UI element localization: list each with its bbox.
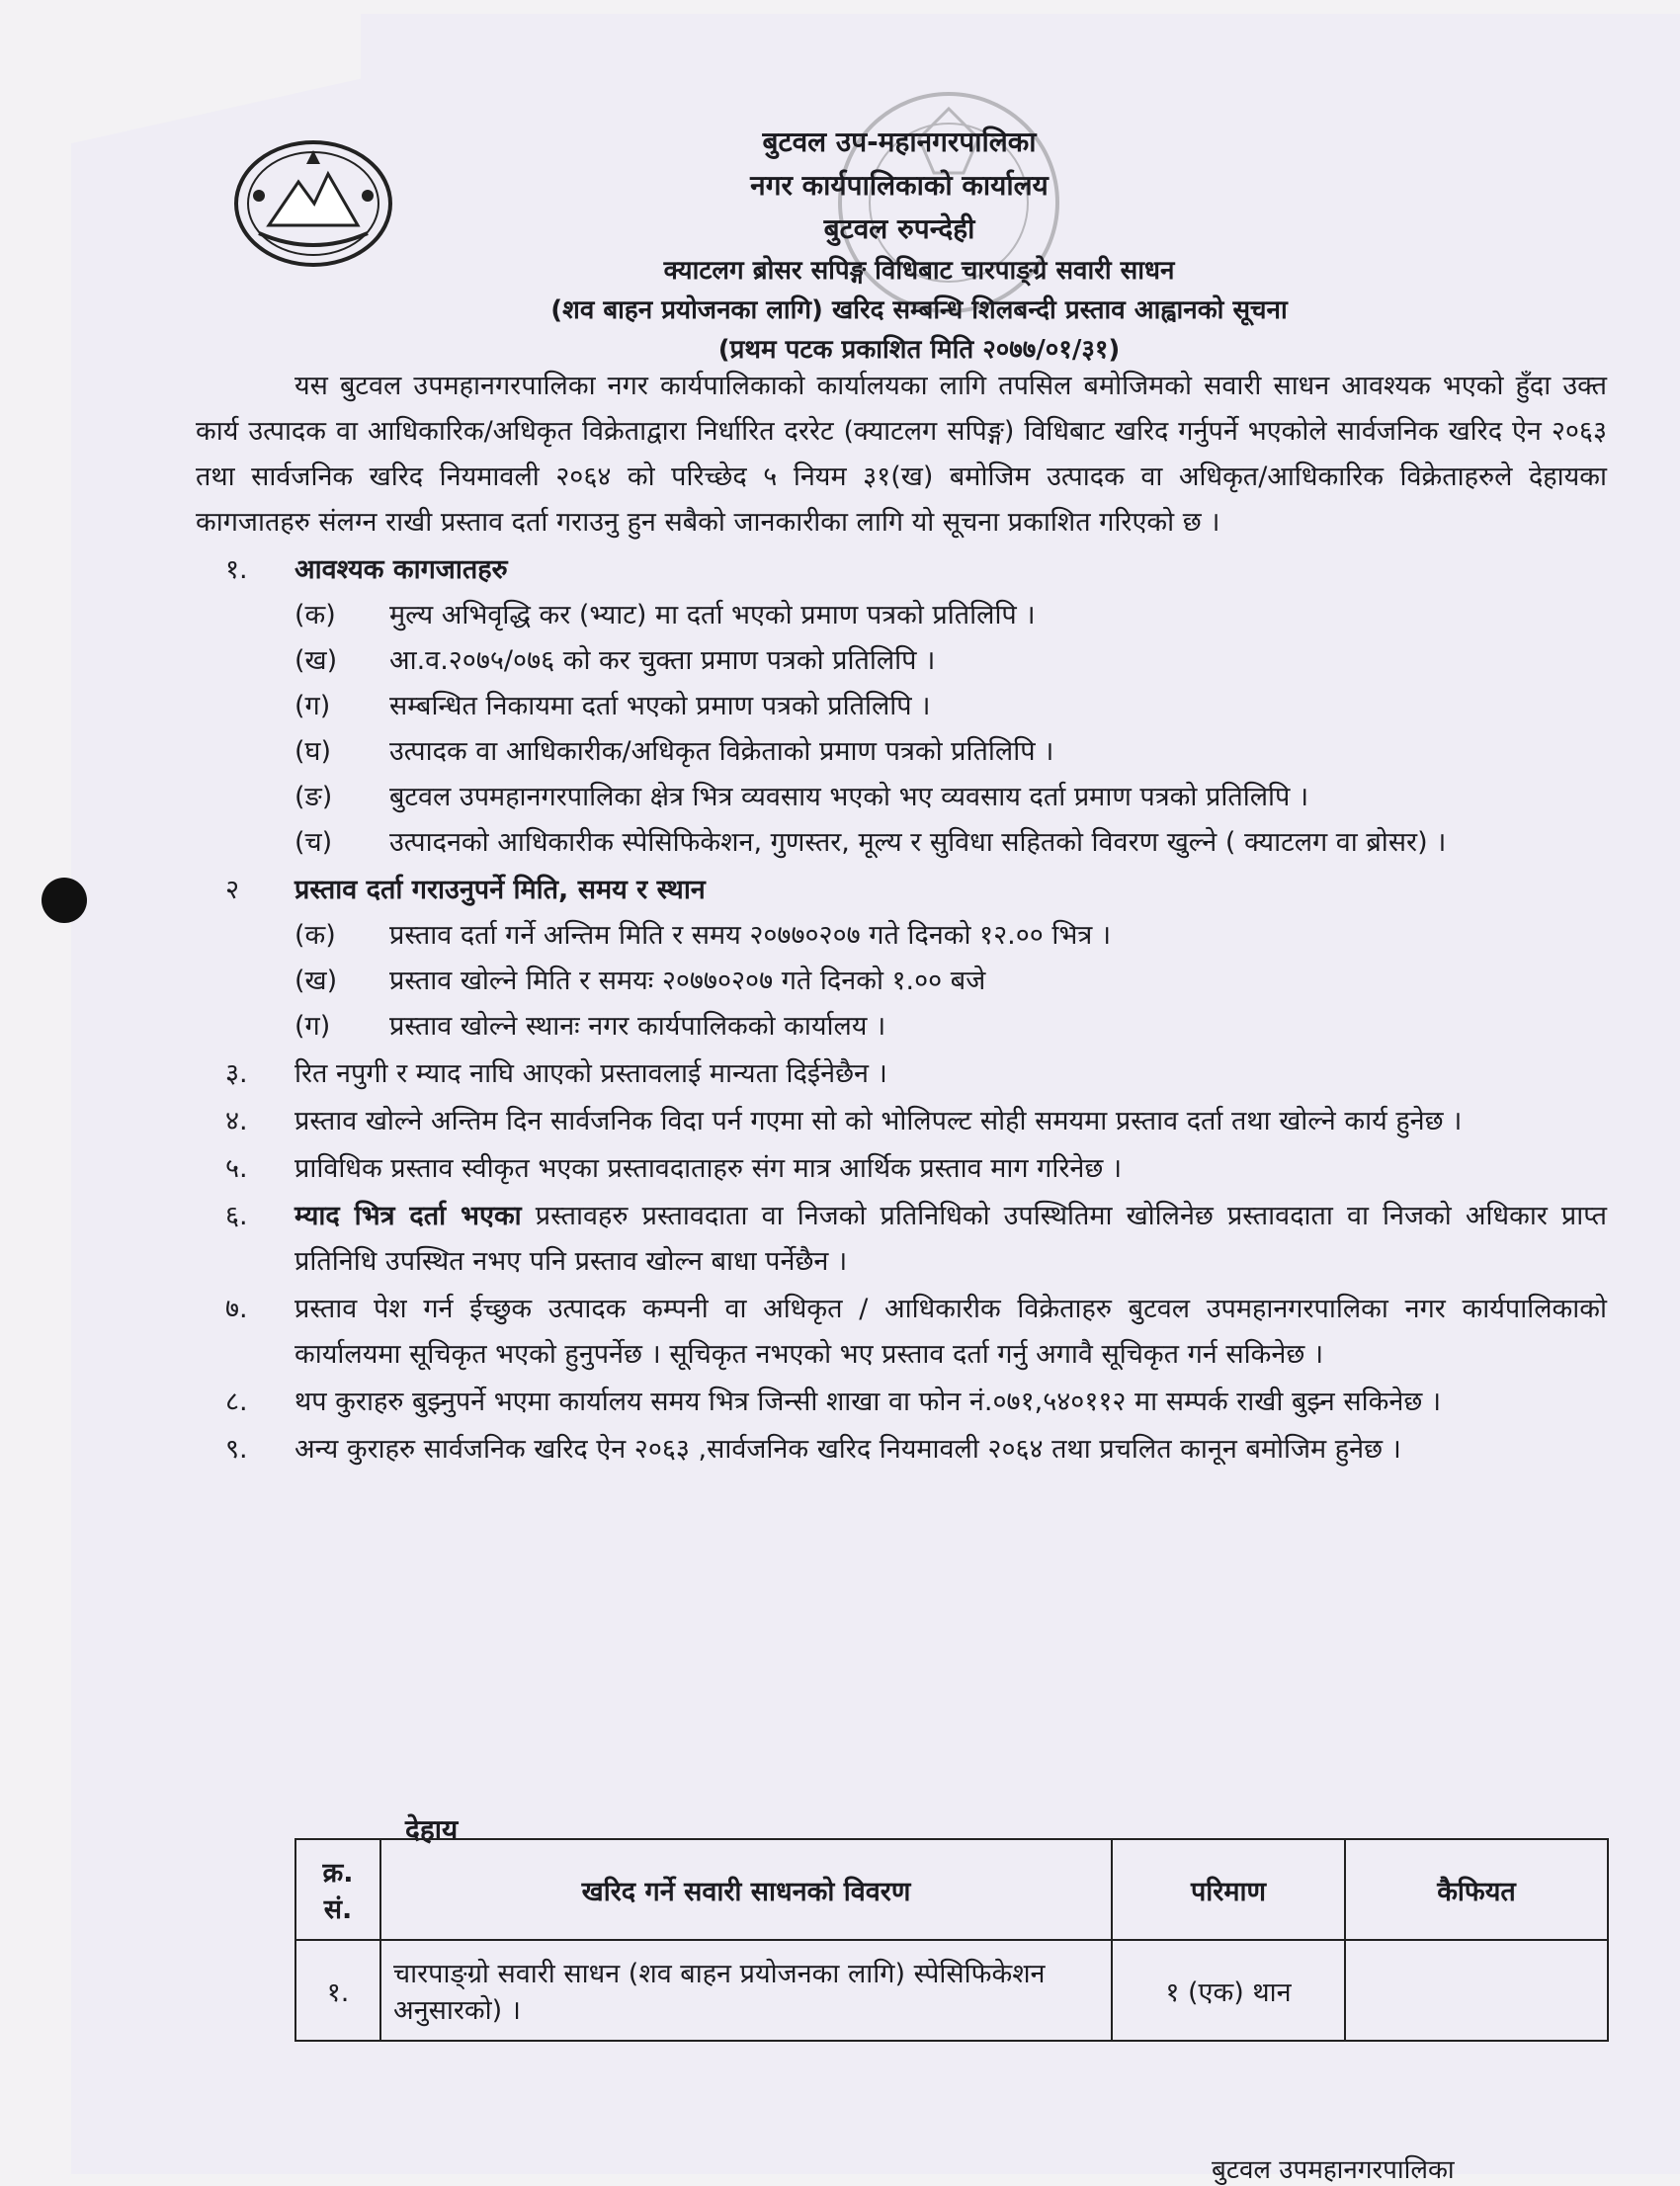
cell-remarks <box>1345 1940 1608 2041</box>
section-5 <box>196 1146 1607 1192</box>
section-number: १. <box>225 554 248 585</box>
list-item <box>294 729 1607 775</box>
col-remarks: कैफियत <box>1345 1839 1608 1940</box>
section-heading: आवश्यक कागजातहरु <box>294 554 508 585</box>
list-item <box>294 593 1607 638</box>
section-number: ८. <box>225 1387 248 1417</box>
list-item <box>294 820 1607 866</box>
header-municipality: बुटवल उप-महानगरपालिका <box>762 126 1037 158</box>
list-item <box>294 775 1607 820</box>
list-item <box>294 1004 1607 1050</box>
item-label: (क) <box>294 920 336 951</box>
col-description: खरिद गर्ने सवारी साधनको विवरण <box>380 1839 1112 1940</box>
footer-signature-block: बुटवल उपमहानगरपालिका <box>1212 2155 1455 2185</box>
item-text: मुल्य अभिवृद्धि कर (भ्याट) मा दर्ता भएको प्रमाण पत्रको प्रतिलिपि । <box>389 600 1036 631</box>
section-heading: प्रस्ताव दर्ता गराउनुपर्ने मिति, समय र स्थान <box>294 875 706 905</box>
item-text: प्रस्ताव दर्ता गर्ने अन्तिम मिति र समय २०७७०२०७ गते दिनको १२.०० भित्र । <box>389 920 1112 951</box>
item-label: (घ) <box>294 736 332 767</box>
list-item <box>294 638 1607 684</box>
notice-body <box>196 364 1607 1472</box>
section-7 <box>196 1287 1607 1378</box>
section-2 <box>196 868 1607 913</box>
section-rest-text: प्रस्तावहरु प्रस्तावदाता वा निजको प्रतिनिधिको उपस्थितिमा खोलिनेछ प्रस्तावदाता वा निजको अधिकार प्राप्त प्रतिनिधि उपस्थित नभए पनि प्रस्ताव खोल्न बाधा पर्नेछैन । <box>294 1201 1607 1277</box>
section-number: ९. <box>225 1434 248 1465</box>
header-location: बुटवल रुपन्देही <box>823 212 975 245</box>
section-number: २ <box>225 875 240 905</box>
item-text: प्रस्ताव खोल्ने मिति र समयः २०७७०२०७ गते दिनको १.०० बजे <box>389 966 986 996</box>
title-line-1: क्याटलग ब्रोसर सपिङ्ग विधिबाट चारपाङ्ग्रे सवारी साधन <box>663 256 1175 286</box>
table-header-row <box>295 1839 1608 1940</box>
section-text: रित नपुगी र म्याद नाघि आएको प्रस्तावलाई मान्यता दिईनेछैन । <box>294 1058 887 1089</box>
cell-serial: १. <box>295 1940 380 2041</box>
item-text: प्रस्ताव खोल्ने स्थानः नगर कार्यपालिकको कार्यालय । <box>389 1011 886 1042</box>
section-4 <box>196 1099 1607 1144</box>
item-label: (क) <box>294 600 336 631</box>
item-label: (ग) <box>294 691 331 721</box>
item-label: (च) <box>294 827 333 858</box>
section-number: ६. <box>225 1201 248 1231</box>
section-number: ७. <box>225 1294 248 1324</box>
item-text: बुटवल उपमहानगरपालिका क्षेत्र भित्र व्यवसाय भएको भए व्यवसाय दर्ता प्रमाण पत्रको प्रतिलिपि । <box>389 782 1309 812</box>
section-text: प्रस्ताव खोल्ने अन्तिम दिन सार्वजनिक विदा पर्न गएमा सो को भोलिपल्ट सोही समयमा प्रस्ताव दर्ता तथा खोल्ने कार्य हुनेछ । <box>294 1106 1463 1136</box>
section-text <box>294 1194 1607 1285</box>
section-number: ५. <box>225 1153 248 1184</box>
vehicle-table <box>294 1838 1609 2042</box>
list-item <box>294 913 1607 959</box>
title-line-2: (शव बाहन प्रयोजनका लागि) खरिद सम्बन्धि शिलबन्दी प्रस्ताव आह्वानको सूचना <box>550 295 1288 325</box>
section-text: प्राविधिक प्रस्ताव स्वीकृत भएका प्रस्तावदाताहरु संग मात्र आर्थिक प्रस्ताव माग गरिनेछ । <box>294 1153 1123 1184</box>
section-number: ४. <box>225 1106 248 1136</box>
item-label: (ख) <box>294 645 338 676</box>
section-9 <box>196 1427 1607 1472</box>
section-text: अन्य कुराहरु सार्वजनिक खरिद ऐन २०६३ ,सार्वजनिक खरिद नियमावली २०६४ तथा प्रचलित कानून बमोजिम हुनेछ । <box>294 1434 1401 1465</box>
item-text: उत्पादनको आधिकारीक स्पेसिफिकेशन, गुणस्तर, मूल्य र सुविधा सहितको विवरण खुल्ने ( क्याटलग वा ब्रोसर) । <box>389 827 1447 858</box>
cell-description: चारपाङ्ग्रो सवारी साधन (शव बाहन प्रयोजनका लागि) स्पेसिफिकेशन अनुसारको) । <box>380 1940 1112 2041</box>
office-header <box>553 121 1245 251</box>
section-text: प्रस्ताव पेश गर्न ईच्छुक उत्पादक कम्पनी वा अधिकृत / आधिकारीक विक्रेताहरु बुटवल उपमहानगरपालिका नगर कार्यपालिकाको कार्यालयमा सूचिकृत भएको हुनुपर्नेछ । सूचिकृत नभएको भए प्रस्ताव दर्ता गर्नु अगावै सूचिकृत गर्न सकिनेछ । <box>294 1294 1607 1370</box>
section-text: थप कुराहरु बुझ्नुपर्ने भएमा कार्यालय समय भित्र जिन्सी शाखा वा फोन नं.०७१,५४०११२ मा सम्पर्क राखी बुझ्न सकिनेछ । <box>294 1387 1442 1417</box>
title-line-3: (प्रथम पटक प्रकाशित मिति २०७७/०१/३१) <box>717 335 1121 365</box>
item-label: (ङ) <box>294 782 333 812</box>
notice-title <box>277 251 1561 370</box>
list-item <box>294 684 1607 729</box>
section-bold-text: म्याद भित्र दर्ता भएका <box>294 1201 522 1231</box>
header-office: नगर कार्यपालिकाको कार्यालय <box>750 169 1049 202</box>
item-text: सम्बन्धित निकायमा दर्ता भएको प्रमाण पत्रको प्रतिलिपि । <box>389 691 931 721</box>
section-8 <box>196 1380 1607 1425</box>
section-1-items <box>294 593 1607 866</box>
item-label: (ग) <box>294 1011 331 1042</box>
section-number: ३. <box>225 1058 248 1089</box>
col-quantity: परिमाण <box>1112 1839 1345 1940</box>
table-row <box>295 1940 1608 2041</box>
section-2-items <box>294 913 1607 1050</box>
section-3 <box>196 1051 1607 1097</box>
intro-paragraph: यस बुटवल उपमहानगरपालिका नगर कार्यपालिकाको कार्यालयका लागि तपसिल बमोजिमको सवारी साधन आवश्यक भएको हुँदा उक्त कार्य उत्पादक वा आधिकारिक/अधिकृत विक्रेताद्वारा निर्धारित दररेट (क्याटलग सपिङ्ग) विधिबाट खरिद गर्नुपर्ने भएकोले सार्वजनिक खरिद ऐन २०६३ तथा सार्वजनिक खरिद नियमावली २०६४ को परिच्छेद ५ नियम ३१(ख) बमोजिम उत्पादक वा अधिकृत/आधिकारिक विक्रेताहरुले देहायका कागजातहरु संलग्न राखी प्रस्ताव दर्ता गराउनु हुन सबैको जानकारीका लागि यो सूचना प्रकाशित गरिएको छ । <box>196 371 1607 538</box>
item-label: (ख) <box>294 966 338 996</box>
item-text: उत्पादक वा आधिकारीक/अधिकृत विक्रेताको प्रमाण पत्रको प्रतिलिपि । <box>389 736 1054 767</box>
item-text: आ.व.२०७५/०७६ को कर चुक्ता प्रमाण पत्रको प्रतिलिपि । <box>389 645 936 676</box>
col-serial: क्र. सं. <box>295 1839 380 1940</box>
cell-quantity: १ (एक) थान <box>1112 1940 1345 2041</box>
table-caption: देहाय <box>405 1813 459 1846</box>
section-6 <box>196 1194 1607 1285</box>
list-item <box>294 959 1607 1004</box>
section-1 <box>196 547 1607 593</box>
